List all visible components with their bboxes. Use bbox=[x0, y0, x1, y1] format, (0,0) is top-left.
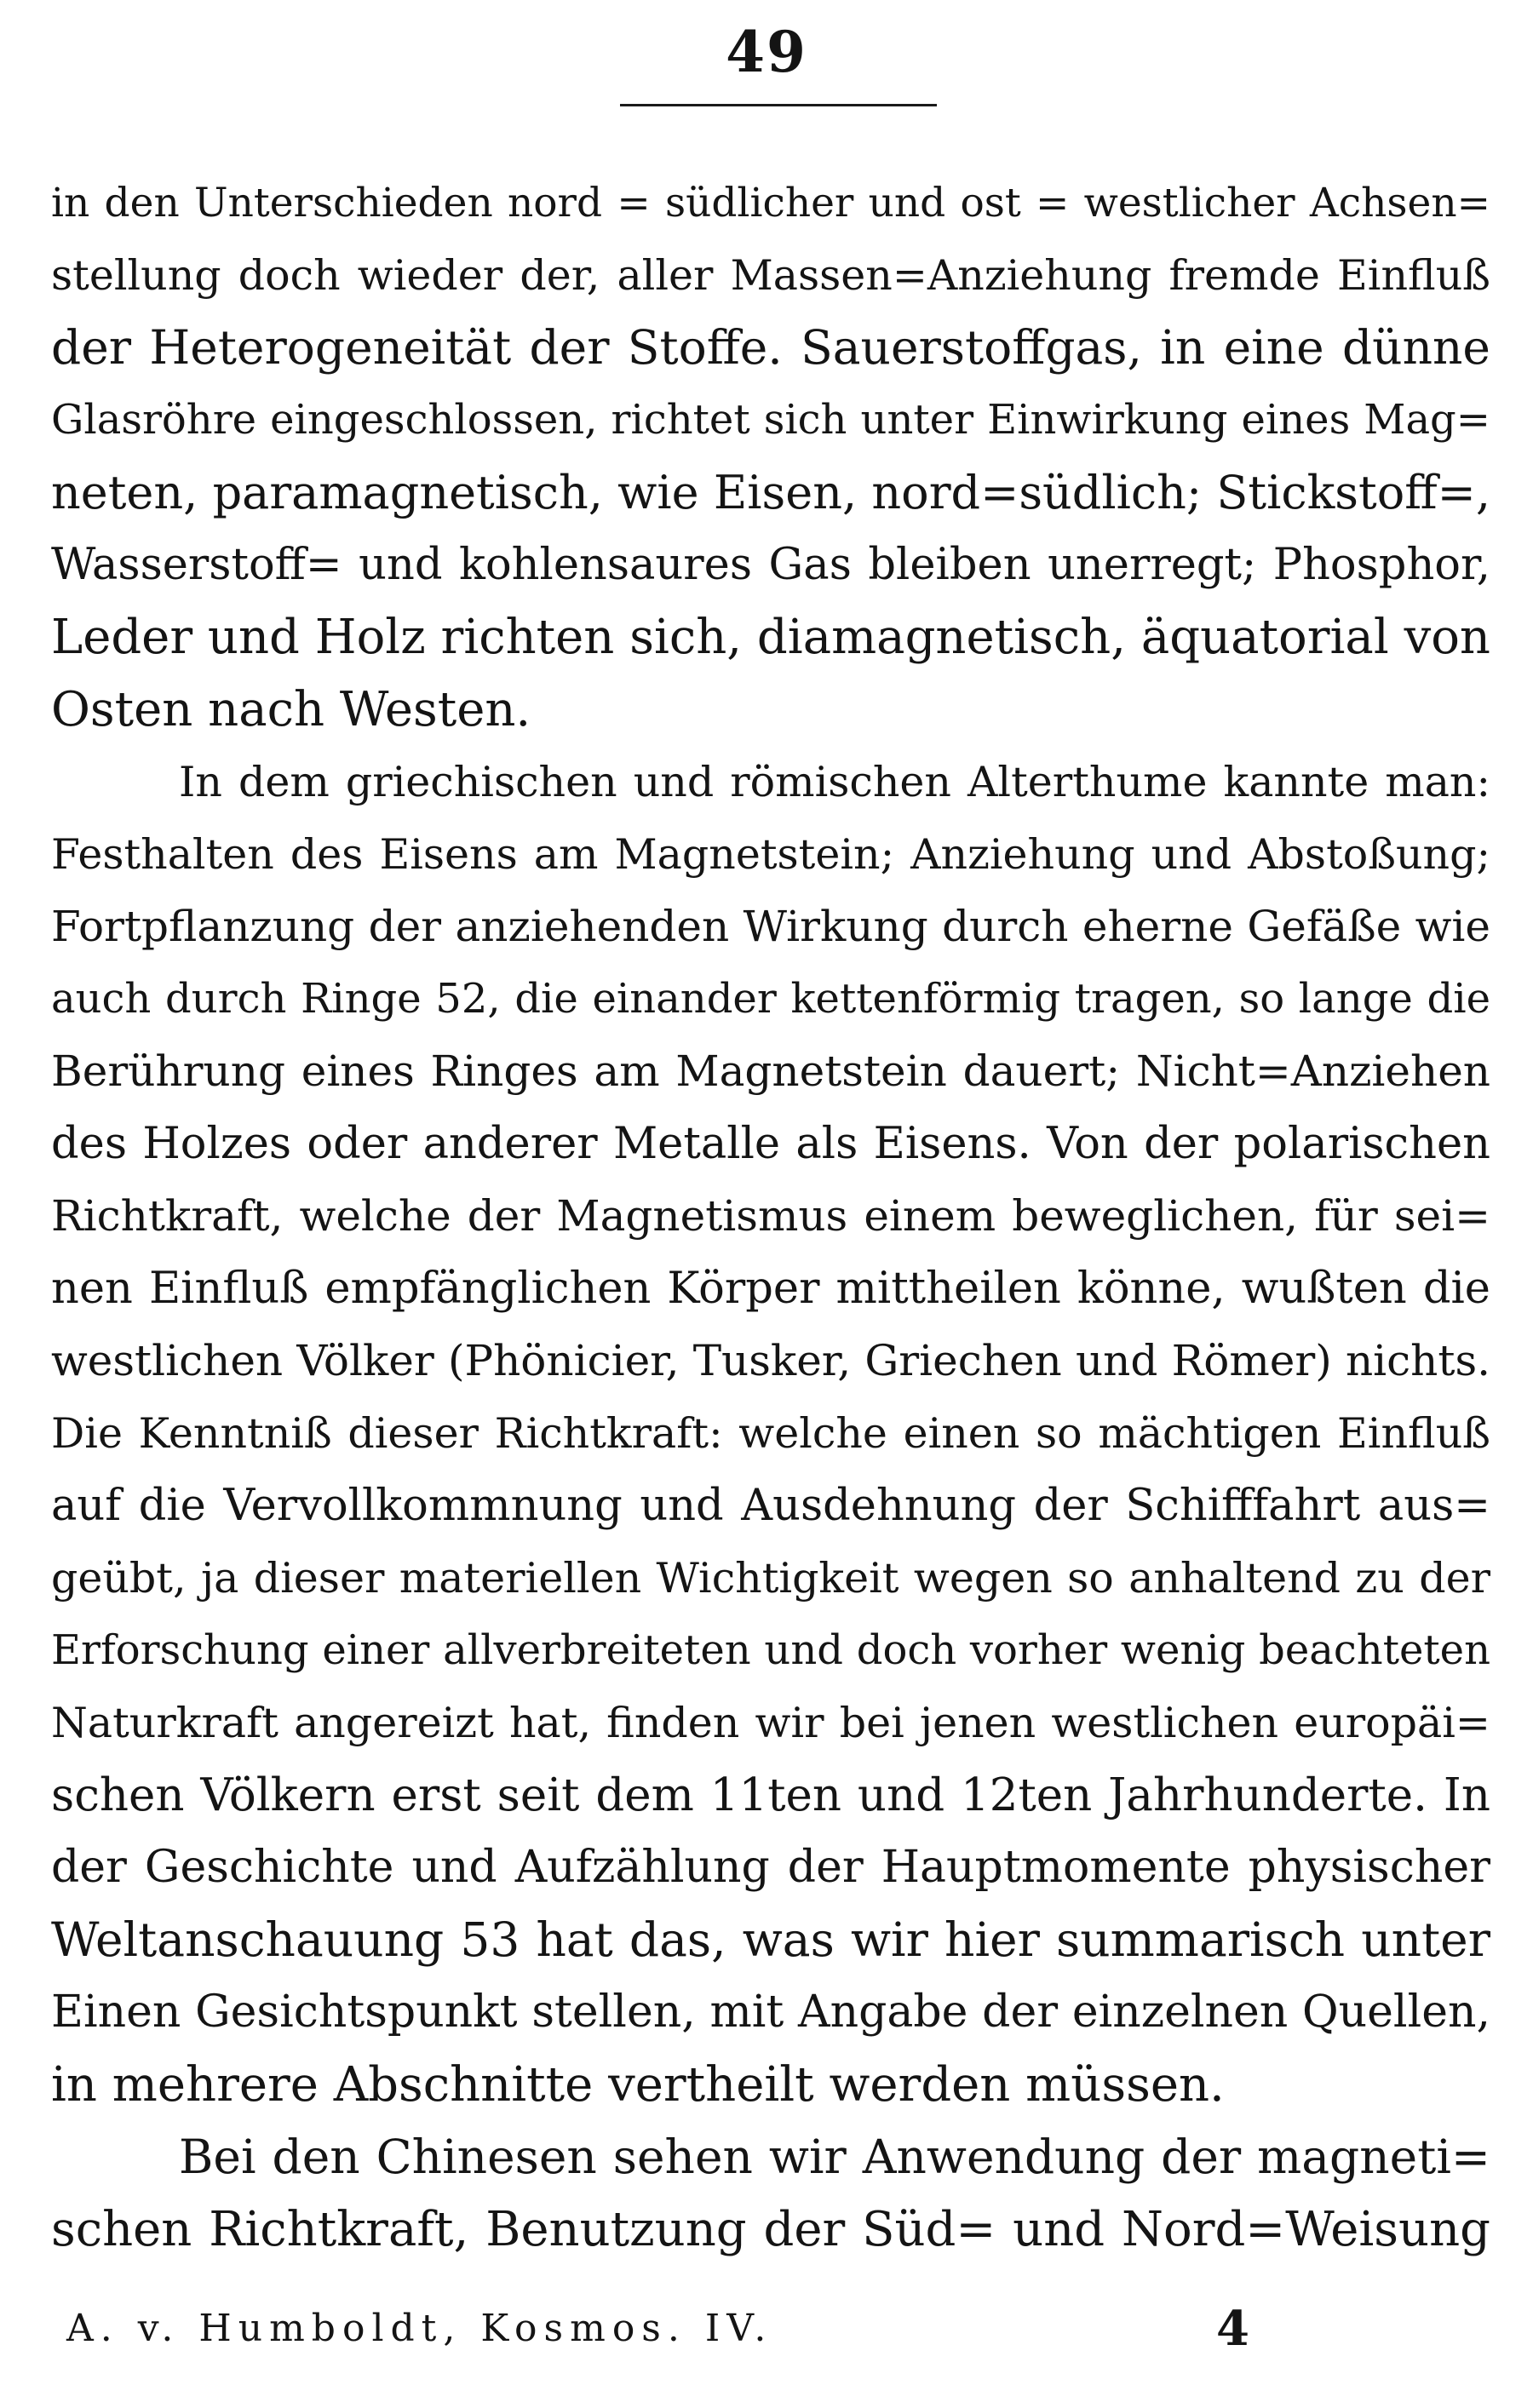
text-line: geübt, ja dieser materiellen Wichtigkeit wegen so anhaltend zu der bbox=[51, 1554, 1490, 1602]
text-line: westlichen Völker (Phönicier, Tusker, Griechen und Römer) nichts. bbox=[51, 1336, 1490, 1385]
text-line: in den Unterschieden nord = südlicher und ost = westlicher Achsen= bbox=[51, 180, 1490, 226]
text-line: der Geschichte und Aufzählung der Hauptmomente physischer bbox=[51, 1842, 1490, 1893]
text-line: des Holzes oder anderer Metalle als Eisens. Von der polarischen bbox=[51, 1119, 1490, 1169]
text-line: Erforschung einer allverbreiteten und doch vorher wenig beachteten bbox=[51, 1626, 1490, 1674]
text-line: Wasserstoff= und kohlensaures Gas bleiben unerregt; Phosphor, bbox=[51, 540, 1490, 590]
page-number: 49 bbox=[726, 19, 807, 85]
text-line: Leder und Holz richten sich, diamagnetisch, äquatorial von bbox=[51, 610, 1490, 665]
text-line: auch durch Ringe 52, die einander kettenförmig tragen, so lange die bbox=[51, 975, 1490, 1023]
text-line: Berührung eines Ringes am Magnetstein dauert; Nicht=Anziehen bbox=[51, 1046, 1490, 1096]
text-line: in mehrere Abschnitte vertheilt werden müssen. bbox=[51, 2057, 1225, 2113]
text-line: Fortpflanzung der anziehenden Wirkung durch eherne Gefäße wie bbox=[51, 902, 1490, 951]
page-footer bbox=[66, 2299, 1318, 2359]
text-line: schen Völkern erst seit dem 11ten und 12ten Jahrhunderte. In bbox=[51, 1769, 1490, 1821]
text-line: Festhalten des Eisens am Magnetstein; Anziehung und Abstoßung; bbox=[51, 830, 1490, 879]
text-line: Bei den Chinesen sehen wir Anwendung der magneti= bbox=[179, 2130, 1490, 2184]
text-line: neten, paramagnetisch, wie Eisen, nord=südlich; Stickstoff=, bbox=[51, 466, 1490, 519]
text-line: Glasröhre eingeschlossen, richtet sich unter Einwirkung eines Mag= bbox=[51, 396, 1490, 444]
text-line: auf die Vervollkommnung und Ausdehnung der Schifffahrt aus= bbox=[51, 1481, 1490, 1531]
text-line: Naturkraft angereizt hat, finden wir bei jenen westlichen europäi= bbox=[51, 1699, 1490, 1747]
sheet-number: 4 bbox=[1216, 2301, 1249, 2357]
text-line: In dem griechischen und römischen Alterthume kannte man: bbox=[179, 758, 1490, 806]
text-line: stellung doch wieder der, aller Massen=Anziehung fremde Einfluß bbox=[51, 251, 1490, 300]
text-line: schen Richtkraft, Benutzung der Süd= und Nord=Weisung bbox=[51, 2202, 1490, 2257]
text-line: Einen Gesichtspunkt stellen, mit Angabe der einzelnen Quellen, bbox=[51, 1987, 1490, 2038]
text-line: Osten nach Westen. bbox=[51, 682, 531, 737]
body-text bbox=[51, 167, 1490, 2266]
signature-mark: A. v. Humboldt, Kosmos. IV. bbox=[66, 2307, 773, 2350]
text-line: der Heterogeneität der Stoffe. Sauerstoffgas, in eine dünne bbox=[51, 320, 1490, 375]
text-line: Weltanschauung 53 hat das, was wir hier summarisch unter bbox=[51, 1912, 1490, 1967]
text-line: Die Kenntniß dieser Richtkraft: welche einen so mächtigen Einfluß bbox=[51, 1409, 1490, 1458]
text-line: nen Einfluß empfänglichen Körper mittheilen könne, wußten die bbox=[51, 1264, 1490, 1314]
text-line: Richtkraft, welche der Magnetismus einem beweglichen, für sei= bbox=[51, 1191, 1490, 1241]
header-rule bbox=[620, 104, 937, 106]
